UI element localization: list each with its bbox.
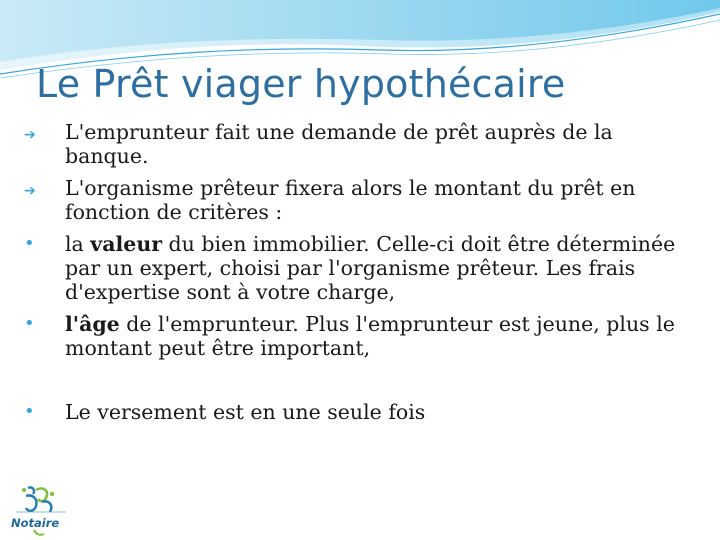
bullet-item (18, 232, 698, 304)
dot-bullet-icon: • (24, 401, 35, 422)
bullet-text: L'emprunteur fait une demande de prêt auprès de la banque. (65, 120, 613, 168)
slide-title: Le Prêt viager hypothécaire (36, 62, 566, 106)
bullet-list (18, 120, 698, 432)
arrow-bullet-icon: ➔ (24, 183, 36, 199)
dot-bullet-icon: • (24, 233, 35, 254)
bullet-text: L'organisme prêteur fixera alors le montant du prêt en fonction de critères : (65, 176, 636, 224)
dot-bullet-icon: • (24, 313, 35, 334)
bullet-bold: valeur (90, 232, 163, 256)
bullet-suffix: du bien immobilier. Celle-ci doit être déterminée par un expert, choisi par l'organisme prêteur. Les frais d'expertise sont à votre charge, (65, 232, 676, 304)
bullet-item (18, 312, 698, 360)
bullet-suffix: de l'emprunteur. Plus l'emprunteur est jeune, plus le montant peut être important, (65, 312, 675, 360)
bullet-item (18, 400, 698, 424)
bullet-item (18, 176, 698, 224)
bullet-bold: l'âge (65, 312, 120, 336)
logo-text: Notaire (11, 516, 60, 530)
bullet-prefix: la (65, 232, 91, 256)
bullet-text: Le versement est en une seule fois (65, 400, 426, 424)
bullet-item (18, 120, 698, 168)
arrow-bullet-icon: ➔ (24, 127, 36, 143)
